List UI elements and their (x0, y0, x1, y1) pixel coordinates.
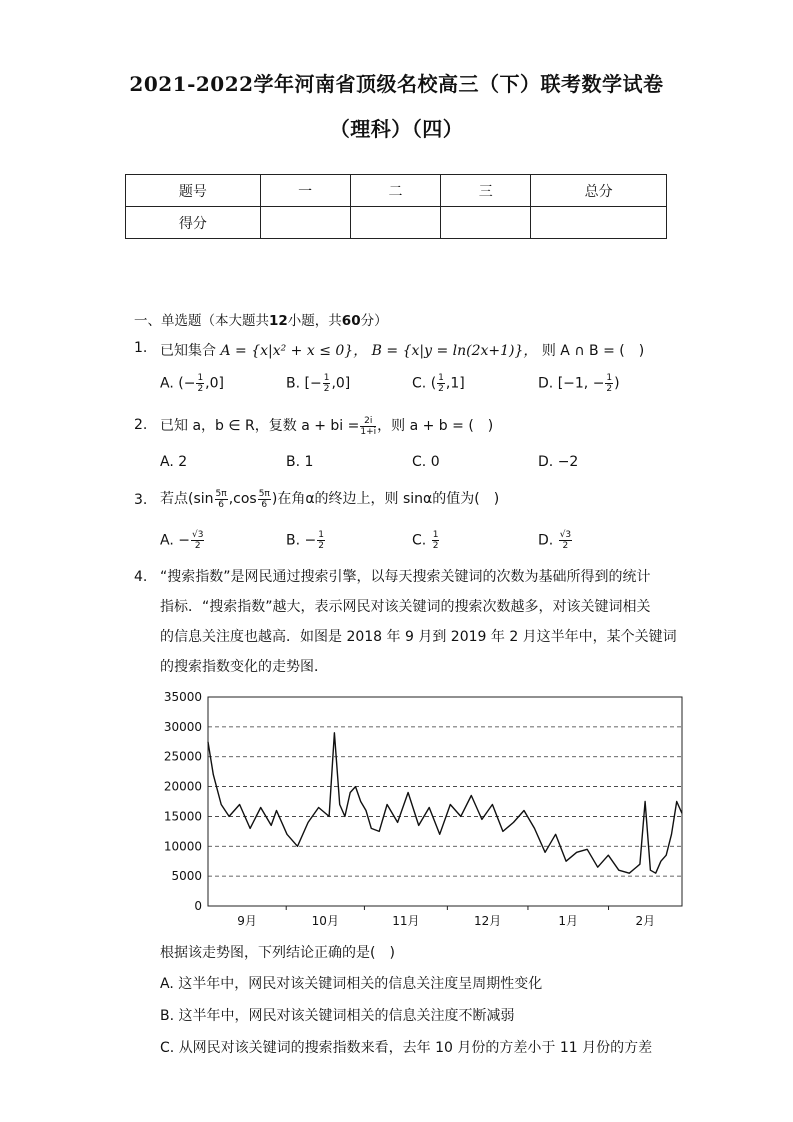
question-number: 2. (134, 417, 148, 433)
question-1-stem (160, 340, 644, 360)
score-table (125, 174, 667, 239)
question-2-stem: 已知 a，b ∈ R，复数 a + bi = $\frac{2i}{1+i}$ ，则 a + b = ( ) (160, 415, 494, 437)
y-tick-label: 10000 (163, 839, 202, 854)
score-entry-cell[interactable] (441, 207, 531, 239)
q4-prompt: 根据该走势图，下列结论正确的是( ) (160, 945, 395, 961)
section-count: 12 (269, 313, 288, 329)
q4-stem-line: “搜索指数”是网民通过搜索引擎，以每天搜索关键词的次数为基础所得到的统计 (160, 569, 651, 585)
score-header-cell: 三 (441, 175, 531, 207)
x-tick-label: 10月 (311, 914, 339, 928)
q2-text-pre: 已知 a，b ∈ R，复数 a + bi = (160, 418, 360, 434)
q3-option-d[interactable]: D. $\frac{√3}{2}$ (538, 530, 572, 551)
q2-option-c[interactable]: C. 0 (412, 454, 440, 470)
section-title-mid: 小题，共 (287, 313, 342, 329)
q1-option-c[interactable]: C. ( $\frac{1}{2}$ ,1] (412, 373, 465, 394)
q2-option-a[interactable]: A. 2 (160, 454, 188, 470)
y-tick-label: 5000 (171, 869, 202, 884)
y-tick-label: 20000 (163, 779, 202, 794)
score-entry-cell[interactable] (260, 207, 350, 239)
q2-option-d[interactable]: D. −2 (538, 454, 579, 470)
plot-frame (208, 697, 682, 906)
search-index-chart (150, 688, 690, 933)
series-line (208, 733, 682, 873)
q2-option-b[interactable]: B. 1 (286, 454, 314, 470)
exam-title-line2: （理科）（四） (329, 117, 464, 141)
question-number: 1. (134, 340, 148, 356)
q1-set-a: A = {x|x² + x ≤ 0}， (220, 343, 368, 359)
q4-option-c[interactable]: C. 从网民对该关键词的搜索指数来看，去年 10 月份的方差小于 11 月份的方差 (160, 1040, 653, 1056)
score-table-header-row (126, 175, 667, 207)
x-tick-label: 11月 (392, 914, 420, 928)
q1-option-d[interactable]: D. [−1, − $\frac{1}{2}$ ) (538, 373, 620, 394)
q3-option-a[interactable]: A. − $\frac{√3}{2}$ (160, 530, 204, 551)
score-entry-cell[interactable] (531, 207, 667, 239)
y-tick-label: 15000 (163, 809, 202, 824)
q1-set-b: B = {x|y = ln(2x+1)}， (371, 343, 538, 359)
score-header-cell: 总分 (531, 175, 667, 207)
q4-stem-line: 的信息关注度也越高．如图是 2018 年 9 月到 2019 年 2 月这半年中，某个关键词 (160, 629, 677, 645)
y-tick-label: 0 (194, 899, 202, 913)
score-table-score-row (126, 207, 667, 239)
y-tick-label: 30000 (163, 719, 202, 734)
section-title-post: 分） (360, 313, 388, 329)
q1-option-a[interactable]: A. (− $\frac{1}{2}$ ,0] (160, 373, 224, 394)
x-tick-label: 2月 (635, 914, 656, 928)
score-header-cell: 题号 (126, 175, 261, 207)
question-number: 3. (134, 492, 148, 508)
x-tick-label: 12月 (474, 914, 502, 928)
score-entry-cell[interactable] (350, 207, 441, 239)
question-3-stem: 若点(sin $\frac{5\pi}{6}$ ,cos $\frac{5\pi}{6}$ )在角α的终边上，则 sinα的值为( ) (160, 488, 500, 510)
x-tick-label: 1月 (558, 914, 579, 928)
section-heading (134, 309, 388, 329)
question-number: 4. (134, 569, 148, 585)
q1-text-post: 则 A ∩ B = ( ) (541, 343, 645, 359)
q4-stem-line: 指标．“搜索指数”越大，表示网民对该关键词的搜索次数越多，对该关键词相关 (160, 599, 651, 615)
section-title-pre: 一、单选题（本大题共 (134, 313, 269, 329)
y-tick-label: 25000 (163, 749, 202, 764)
q4-option-b[interactable]: B. 这半年中，网民对该关键词相关的信息关注度不断减弱 (160, 1008, 515, 1024)
section-points: 60 (341, 313, 361, 329)
exam-title-line1: 2021-2022学年河南省顶级名校高三（下）联考数学试卷 (129, 72, 664, 96)
question-4-stem (160, 562, 677, 682)
q1-text-pre: 已知集合 (160, 343, 216, 359)
score-row-label: 得分 (126, 207, 261, 239)
q3-option-b[interactable]: B. − $\frac{1}{2}$ (286, 530, 324, 551)
q1-option-b[interactable]: B. [− $\frac{1}{2}$ ,0] (286, 373, 351, 394)
q4-stem-line: 的搜索指数变化的走势图． (160, 659, 328, 675)
q3-option-c[interactable]: C. $\frac{1}{2}$ (412, 530, 439, 551)
score-header-cell: 二 (350, 175, 441, 207)
q4-option-a[interactable]: A. 这半年中，网民对该关键词相关的信息关注度呈周期性变化 (160, 976, 543, 992)
y-tick-label: 35000 (163, 690, 202, 704)
q2-text-post: ，则 a + b = ( ) (377, 418, 494, 434)
x-tick-label: 9月 (237, 914, 257, 928)
score-header-cell: 一 (260, 175, 350, 207)
